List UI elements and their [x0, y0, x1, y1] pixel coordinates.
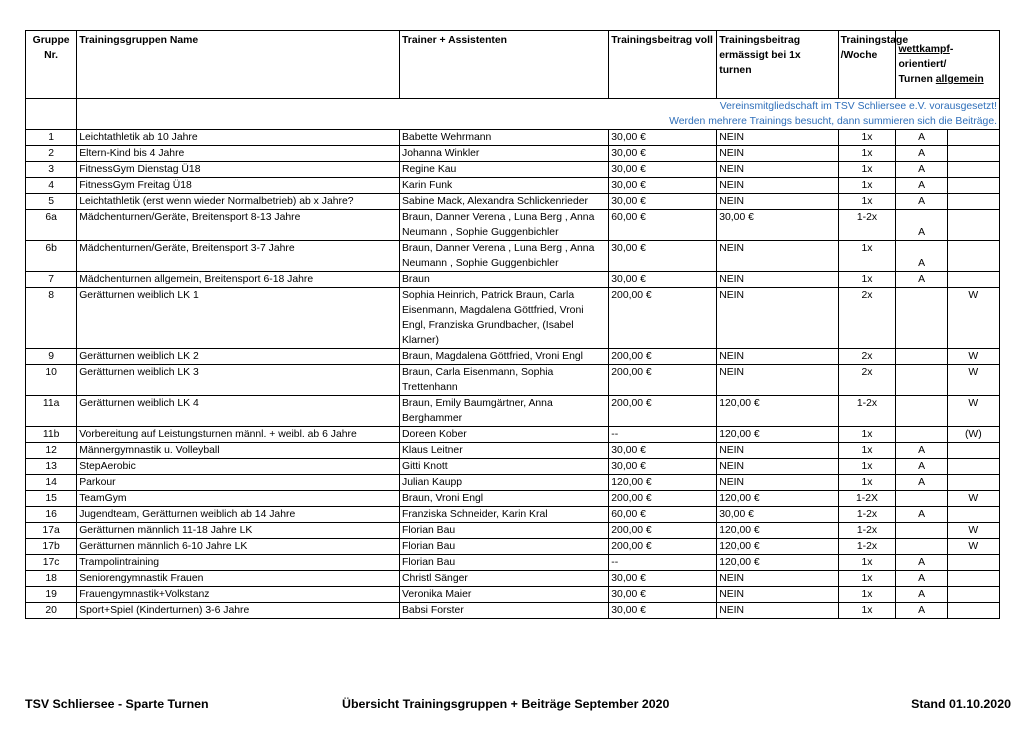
cell-days-per-week: 1x	[838, 241, 896, 272]
cell-competitive	[947, 272, 999, 288]
table-row	[26, 396, 1000, 427]
cell-group-name: Gerätturnen weiblich LK 4	[77, 396, 400, 427]
cell-general: A	[896, 146, 947, 162]
cell-days-per-week: 2x	[838, 288, 896, 349]
cell-fee-full: 200,00 €	[609, 491, 717, 507]
cell-trainer: Johanna Winkler	[400, 146, 609, 162]
cell-nr: 16	[26, 507, 77, 523]
col-header-name: Trainingsgruppen Name	[77, 31, 400, 99]
cell-nr: 4	[26, 178, 77, 194]
cell-days-per-week: 1x	[838, 603, 896, 619]
cell-competitive: (W)	[947, 427, 999, 443]
cell-general: A	[896, 571, 947, 587]
cell-competitive	[947, 241, 999, 272]
cell-group-name: Seniorengymnastik Frauen	[77, 571, 400, 587]
col-header-trainingstage: Trainingstage /Woche	[838, 31, 896, 99]
cell-fee-reduced: NEIN	[717, 162, 838, 178]
cell-fee-full: 200,00 €	[609, 396, 717, 427]
cell-fee-full: 30,00 €	[609, 603, 717, 619]
col-header-wettkampf	[896, 31, 1000, 99]
cell-group-name: FitnessGym Freitag Ü18	[77, 178, 400, 194]
table-row	[26, 555, 1000, 571]
cell-general	[896, 427, 947, 443]
cell-fee-full: 30,00 €	[609, 162, 717, 178]
cell-fee-reduced: NEIN	[717, 130, 838, 146]
cell-general: A	[896, 475, 947, 491]
cell-group-name: Vorbereitung auf Leistungsturnen männl. + weibl. ab 6 Jahre	[77, 427, 400, 443]
footer-department: TSV Schliersee - Sparte Turnen	[25, 697, 209, 711]
col-header-trainer: Trainer + Assistenten	[400, 31, 609, 99]
cell-nr: 9	[26, 349, 77, 365]
cell-general: A	[896, 162, 947, 178]
col-header-gruppe: Gruppe Nr.	[26, 31, 77, 99]
cell-general: A	[896, 194, 947, 210]
cell-nr: 3	[26, 162, 77, 178]
cell-fee-reduced: 120,00 €	[717, 539, 838, 555]
cell-fee-reduced: 120,00 €	[717, 523, 838, 539]
cell-nr: 6a	[26, 210, 77, 241]
cell-group-name: Trampolintraining	[77, 555, 400, 571]
cell-fee-full: 30,00 €	[609, 571, 717, 587]
cell-fee-reduced: 30,00 €	[717, 210, 838, 241]
cell-fee-reduced: NEIN	[717, 443, 838, 459]
cell-general: A	[896, 587, 947, 603]
col-header-ermaessigt: Trainingsbeitrag ermässigt bei 1x turnen	[717, 31, 838, 99]
cell-general: A	[896, 603, 947, 619]
table-row	[26, 146, 1000, 162]
cell-nr: 1	[26, 130, 77, 146]
cell-nr: 18	[26, 571, 77, 587]
cell-trainer: Regine Kau	[400, 162, 609, 178]
cell-trainer: Braun, Carla Eisenmann, Sophia Trettenhann	[400, 365, 609, 396]
cell-fee-reduced: NEIN	[717, 475, 838, 491]
cell-days-per-week: 1-2x	[838, 539, 896, 555]
cell-trainer: Braun, Emily Baumgärtner, Anna Berghammer	[400, 396, 609, 427]
cell-competitive: W	[947, 396, 999, 427]
cell-trainer: Julian Kaupp	[400, 475, 609, 491]
cell-trainer: Gitti Knott	[400, 459, 609, 475]
cell-fee-full: 200,00 €	[609, 288, 717, 349]
cell-days-per-week: 1-2x	[838, 210, 896, 241]
cell-general: A	[896, 241, 947, 272]
cell-group-name: Gerätturnen männlich 11-18 Jahre LK	[77, 523, 400, 539]
cell-fee-full: 30,00 €	[609, 272, 717, 288]
cell-nr: 5	[26, 194, 77, 210]
cell-fee-reduced: NEIN	[717, 194, 838, 210]
cell-trainer: Sophia Heinrich, Patrick Braun, Carla Eisenmann, Magdalena Göttfried, Vroni Engl, Franziska Grundbacher, (Isabel Klarner)	[400, 288, 609, 349]
cell-competitive	[947, 162, 999, 178]
table-row	[26, 178, 1000, 194]
cell-days-per-week: 1x	[838, 555, 896, 571]
cell-nr: 19	[26, 587, 77, 603]
cell-trainer: Christl Sänger	[400, 571, 609, 587]
cell-fee-full: 30,00 €	[609, 587, 717, 603]
cell-group-name: Gerätturnen weiblich LK 2	[77, 349, 400, 365]
cell-general: A	[896, 178, 947, 194]
cell-general	[896, 365, 947, 396]
cell-competitive	[947, 507, 999, 523]
cell-trainer: Franziska Schneider, Karin Kral	[400, 507, 609, 523]
table-row	[26, 571, 1000, 587]
cell-general	[896, 491, 947, 507]
table-row	[26, 241, 1000, 272]
cell-competitive	[947, 443, 999, 459]
table-row	[26, 427, 1000, 443]
membership-note: Vereinsmitgliedschaft im TSV Schliersee e.V. vorausgesetzt!	[719, 101, 997, 112]
cell-trainer: Babsi Forster	[400, 603, 609, 619]
table-row	[26, 475, 1000, 491]
cell-trainer: Karin Funk	[400, 178, 609, 194]
header-row	[26, 31, 1000, 99]
table-row	[26, 349, 1000, 365]
cell-days-per-week: 1-2X	[838, 491, 896, 507]
cell-group-name: Parkour	[77, 475, 400, 491]
cell-competitive	[947, 571, 999, 587]
cell-group-name: FitnessGym Dienstag Ü18	[77, 162, 400, 178]
cell-general: A	[896, 459, 947, 475]
cell-competitive	[947, 210, 999, 241]
cell-group-name: Mädchenturnen allgemein, Breitensport 6-18 Jahre	[77, 272, 400, 288]
cell-days-per-week: 2x	[838, 365, 896, 396]
cell-fee-reduced: 120,00 €	[717, 491, 838, 507]
table-row	[26, 162, 1000, 178]
cell-general	[896, 523, 947, 539]
cell-fee-reduced: 120,00 €	[717, 555, 838, 571]
cell-nr: 7	[26, 272, 77, 288]
cell-group-name: Leichtathletik ab 10 Jahre	[77, 130, 400, 146]
cell-days-per-week: 1x	[838, 178, 896, 194]
cell-general: A	[896, 272, 947, 288]
cell-days-per-week: 1-2x	[838, 396, 896, 427]
wettkampf-rest: -orientiert/	[898, 44, 954, 70]
table-row	[26, 288, 1000, 349]
cell-days-per-week: 1x	[838, 272, 896, 288]
cell-trainer: Braun, Magdalena Göttfried, Vroni Engl	[400, 349, 609, 365]
table-row	[26, 523, 1000, 539]
cell-group-name: Frauengymnastik+Volkstanz	[77, 587, 400, 603]
table-row	[26, 587, 1000, 603]
cell-fee-full: 30,00 €	[609, 146, 717, 162]
cell-competitive	[947, 146, 999, 162]
notes-cell	[77, 99, 1000, 130]
cell-nr: 2	[26, 146, 77, 162]
cell-competitive: W	[947, 491, 999, 507]
notes-empty-cell	[26, 99, 77, 130]
cell-fee-full: 200,00 €	[609, 349, 717, 365]
cell-group-name: Gerätturnen männlich 6-10 Jahre LK	[77, 539, 400, 555]
cell-days-per-week: 1x	[838, 475, 896, 491]
summary-note: Werden mehrere Trainings besucht, dann summieren sich die Beiträge.	[669, 116, 997, 127]
cell-competitive	[947, 587, 999, 603]
cell-general: A	[896, 130, 947, 146]
cell-days-per-week: 1x	[838, 587, 896, 603]
cell-trainer: Doreen Kober	[400, 427, 609, 443]
cell-fee-reduced: NEIN	[717, 288, 838, 349]
cell-group-name: Mädchenturnen/Geräte, Breitensport 3-7 Jahre	[77, 241, 400, 272]
cell-fee-full: 30,00 €	[609, 459, 717, 475]
table-row	[26, 491, 1000, 507]
cell-trainer: Florian Bau	[400, 523, 609, 539]
page-footer	[25, 697, 1011, 715]
table-row	[26, 194, 1000, 210]
cell-days-per-week: 1x	[838, 146, 896, 162]
footer-title: Übersicht Trainingsgruppen + Beiträge September 2020	[342, 697, 670, 711]
cell-fee-full: 200,00 €	[609, 539, 717, 555]
cell-general	[896, 396, 947, 427]
table-row	[26, 539, 1000, 555]
cell-trainer: Braun	[400, 272, 609, 288]
table-row	[26, 210, 1000, 241]
cell-trainer: Sabine Mack, Alexandra Schlickenrieder	[400, 194, 609, 210]
cell-fee-reduced: NEIN	[717, 272, 838, 288]
cell-fee-reduced: 30,00 €	[717, 507, 838, 523]
notes-row	[26, 99, 1000, 130]
cell-fee-full: 60,00 €	[609, 210, 717, 241]
cell-trainer: Klaus Leitner	[400, 443, 609, 459]
cell-fee-reduced: NEIN	[717, 146, 838, 162]
cell-fee-reduced: NEIN	[717, 349, 838, 365]
cell-days-per-week: 1x	[838, 571, 896, 587]
cell-fee-full: 30,00 €	[609, 178, 717, 194]
cell-group-name: Gerätturnen weiblich LK 3	[77, 365, 400, 396]
wettkampf-underlined: wettkampf	[898, 44, 950, 55]
cell-fee-full: 30,00 €	[609, 443, 717, 459]
cell-fee-full: 200,00 €	[609, 365, 717, 396]
cell-competitive	[947, 555, 999, 571]
cell-fee-reduced: 120,00 €	[717, 427, 838, 443]
cell-days-per-week: 1x	[838, 443, 896, 459]
cell-fee-full: 60,00 €	[609, 507, 717, 523]
cell-fee-reduced: NEIN	[717, 365, 838, 396]
cell-group-name: Jugendteam, Gerätturnen weiblich ab 14 Jahre	[77, 507, 400, 523]
cell-group-name: StepAerobic	[77, 459, 400, 475]
cell-days-per-week: 1-2x	[838, 507, 896, 523]
footer-date: Stand 01.10.2020	[911, 697, 1011, 711]
cell-general: A	[896, 443, 947, 459]
cell-fee-full: 200,00 €	[609, 523, 717, 539]
cell-competitive	[947, 178, 999, 194]
cell-nr: 15	[26, 491, 77, 507]
cell-general: A	[896, 555, 947, 571]
cell-nr: 8	[26, 288, 77, 349]
cell-days-per-week: 1x	[838, 194, 896, 210]
cell-fee-reduced: NEIN	[717, 603, 838, 619]
cell-days-per-week: 1x	[838, 427, 896, 443]
cell-general	[896, 288, 947, 349]
cell-nr: 6b	[26, 241, 77, 272]
table-row	[26, 130, 1000, 146]
cell-group-name: Mädchenturnen/Geräte, Breitensport 8-13 Jahre	[77, 210, 400, 241]
cell-competitive	[947, 130, 999, 146]
col-header-voll: Trainingsbeitrag voll	[609, 31, 717, 99]
cell-competitive	[947, 194, 999, 210]
cell-days-per-week: 1x	[838, 130, 896, 146]
cell-group-name: Leichtathletik (erst wenn wieder Normalbetrieb) ab x Jahre?	[77, 194, 400, 210]
cell-days-per-week: 1x	[838, 459, 896, 475]
table-row	[26, 443, 1000, 459]
cell-group-name: TeamGym	[77, 491, 400, 507]
cell-fee-reduced: NEIN	[717, 178, 838, 194]
turnen-label: Turnen	[898, 74, 936, 85]
cell-fee-full: 30,00 €	[609, 130, 717, 146]
cell-nr: 12	[26, 443, 77, 459]
cell-trainer: Veronika Maier	[400, 587, 609, 603]
cell-fee-reduced: NEIN	[717, 587, 838, 603]
cell-competitive: W	[947, 539, 999, 555]
cell-fee-full: --	[609, 555, 717, 571]
cell-trainer: Florian Bau	[400, 555, 609, 571]
cell-fee-reduced: NEIN	[717, 459, 838, 475]
table-row	[26, 507, 1000, 523]
cell-competitive: W	[947, 523, 999, 539]
cell-group-name: Sport+Spiel (Kinderturnen) 3-6 Jahre	[77, 603, 400, 619]
cell-trainer: Braun, Danner Verena , Luna Berg , Anna Neumann , Sophie Guggenbichler	[400, 210, 609, 241]
cell-group-name: Männergymnastik u. Volleyball	[77, 443, 400, 459]
cell-general	[896, 349, 947, 365]
cell-competitive	[947, 475, 999, 491]
cell-nr: 14	[26, 475, 77, 491]
cell-trainer: Braun, Danner Verena , Luna Berg , Anna Neumann , Sophie Guggenbichler	[400, 241, 609, 272]
cell-competitive	[947, 603, 999, 619]
cell-general	[896, 539, 947, 555]
table-row	[26, 603, 1000, 619]
cell-nr: 20	[26, 603, 77, 619]
cell-competitive: W	[947, 349, 999, 365]
cell-nr: 17a	[26, 523, 77, 539]
cell-nr: 11a	[26, 396, 77, 427]
table-row	[26, 459, 1000, 475]
cell-competitive	[947, 459, 999, 475]
training-groups-table	[25, 30, 1000, 619]
cell-competitive: W	[947, 288, 999, 349]
cell-fee-full: 120,00 €	[609, 475, 717, 491]
cell-general: A	[896, 507, 947, 523]
cell-fee-reduced: 120,00 €	[717, 396, 838, 427]
cell-nr: 11b	[26, 427, 77, 443]
table-row	[26, 365, 1000, 396]
cell-group-name: Gerätturnen weiblich LK 1	[77, 288, 400, 349]
cell-fee-reduced: NEIN	[717, 241, 838, 272]
cell-trainer: Florian Bau	[400, 539, 609, 555]
cell-nr: 17c	[26, 555, 77, 571]
cell-nr: 10	[26, 365, 77, 396]
cell-trainer: Braun, Vroni Engl	[400, 491, 609, 507]
cell-days-per-week: 1-2x	[838, 523, 896, 539]
cell-days-per-week: 2x	[838, 349, 896, 365]
cell-fee-reduced: NEIN	[717, 571, 838, 587]
cell-group-name: Eltern-Kind bis 4 Jahre	[77, 146, 400, 162]
table-row	[26, 272, 1000, 288]
cell-fee-full: --	[609, 427, 717, 443]
cell-competitive: W	[947, 365, 999, 396]
allgemein-underlined: allgemein	[935, 74, 984, 85]
cell-fee-full: 30,00 €	[609, 241, 717, 272]
cell-fee-full: 30,00 €	[609, 194, 717, 210]
cell-nr: 17b	[26, 539, 77, 555]
cell-general: A	[896, 210, 947, 241]
cell-days-per-week: 1x	[838, 162, 896, 178]
cell-trainer: Babette Wehrmann	[400, 130, 609, 146]
cell-nr: 13	[26, 459, 77, 475]
